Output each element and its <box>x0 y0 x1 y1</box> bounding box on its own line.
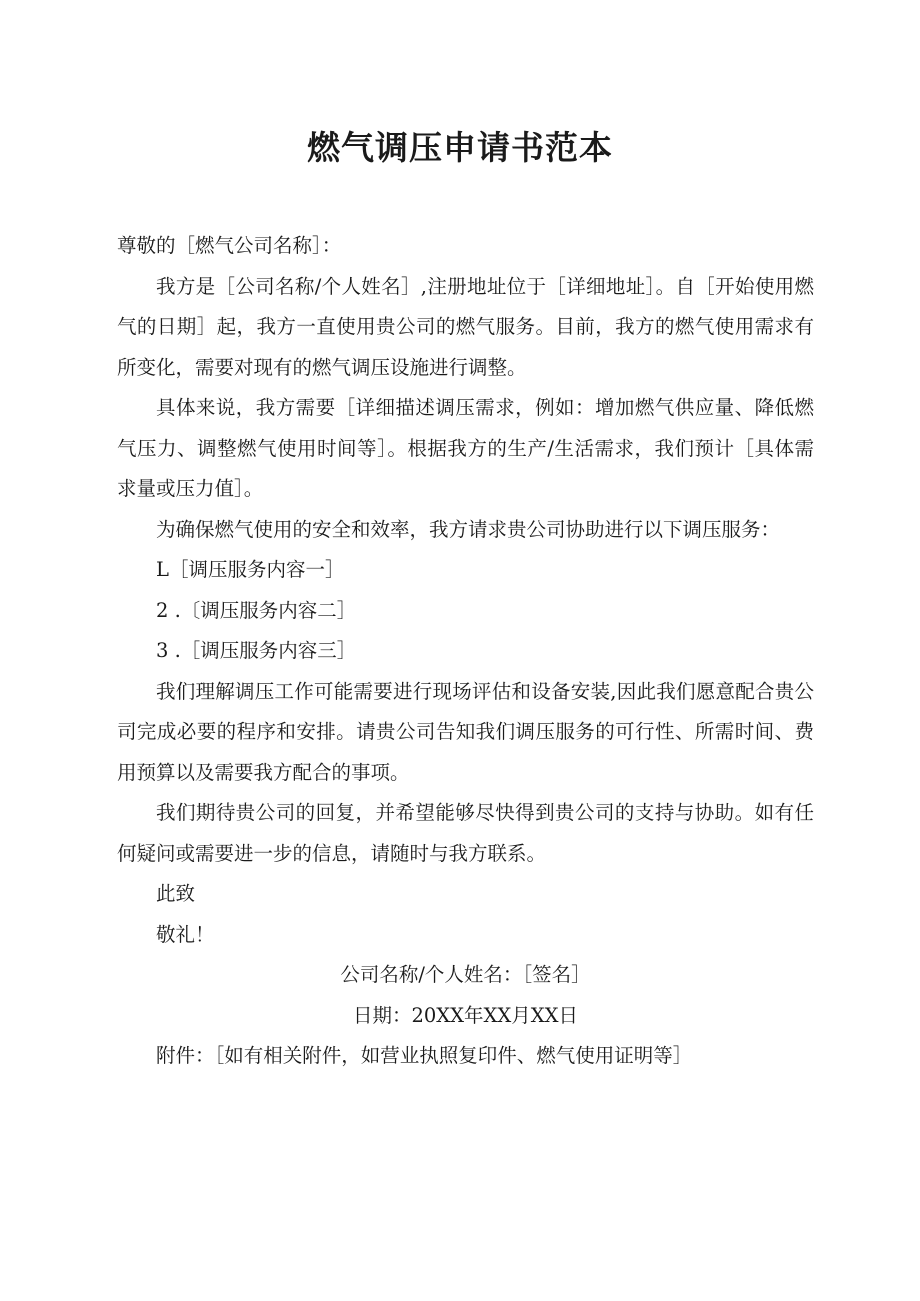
paragraph-expectation: 我们期待贵公司的回复，并希望能够尽快得到贵公司的支持与协助。如有任何疑问或需要进一步的信息，请随时与我方联系。 <box>117 801 814 865</box>
paragraph-cooperation: 我们理解调压工作可能需要进行现场评估和设备安装,因此我们愿意配合贵公司完成必要的程序和安排。请贵公司告知我们调压服务的可行性、所需时间、费用预算以及需要我方配合的事项。 <box>117 679 814 784</box>
list-item: L［调压服务内容一］ <box>156 558 345 581</box>
signature-line: 公司名称/个人姓名：［签名］ <box>340 963 591 986</box>
salutation: 尊敬的［燃气公司名称］： <box>117 234 342 257</box>
list-item: 3 .［调压服务内容三］ <box>156 639 357 662</box>
paragraph-needs: 具体来说，我方需要［详细描述调压需求，例如：增加燃气供应量、降低燃气压力、调整燃气使用时间等］。根据我方的生产/生活需求，我们预计［具体需求量或压力值］。 <box>117 396 814 500</box>
closing-line-2: 敬礼！ <box>156 922 215 946</box>
closing-line-1: 此致 <box>156 882 196 905</box>
date-line: 日期：20XX年XX月XX日 <box>352 1003 579 1027</box>
paragraph-intro: 我方是［公司名称/个人姓名］,注册地址位于［详细地址］。自［开始使用燃气的日期］起，我方一直使用贵公司的燃气服务。目前，我方的燃气使用需求有所变化，需要对现有的燃气调压设施进行调整。 <box>117 274 814 379</box>
attachment-line: 附件：［如有相关附件，如营业执照复印件、燃气使用证明等］ <box>156 1044 693 1067</box>
paragraph-request: 为确保燃气使用的安全和效率，我方请求贵公司协助进行以下调压服务： <box>156 517 781 541</box>
document-title: 燃气调压申请书范本 <box>307 128 613 167</box>
list-item: 2 .〔调压服务内容二］ <box>156 598 357 622</box>
document-body <box>117 226 814 1077</box>
